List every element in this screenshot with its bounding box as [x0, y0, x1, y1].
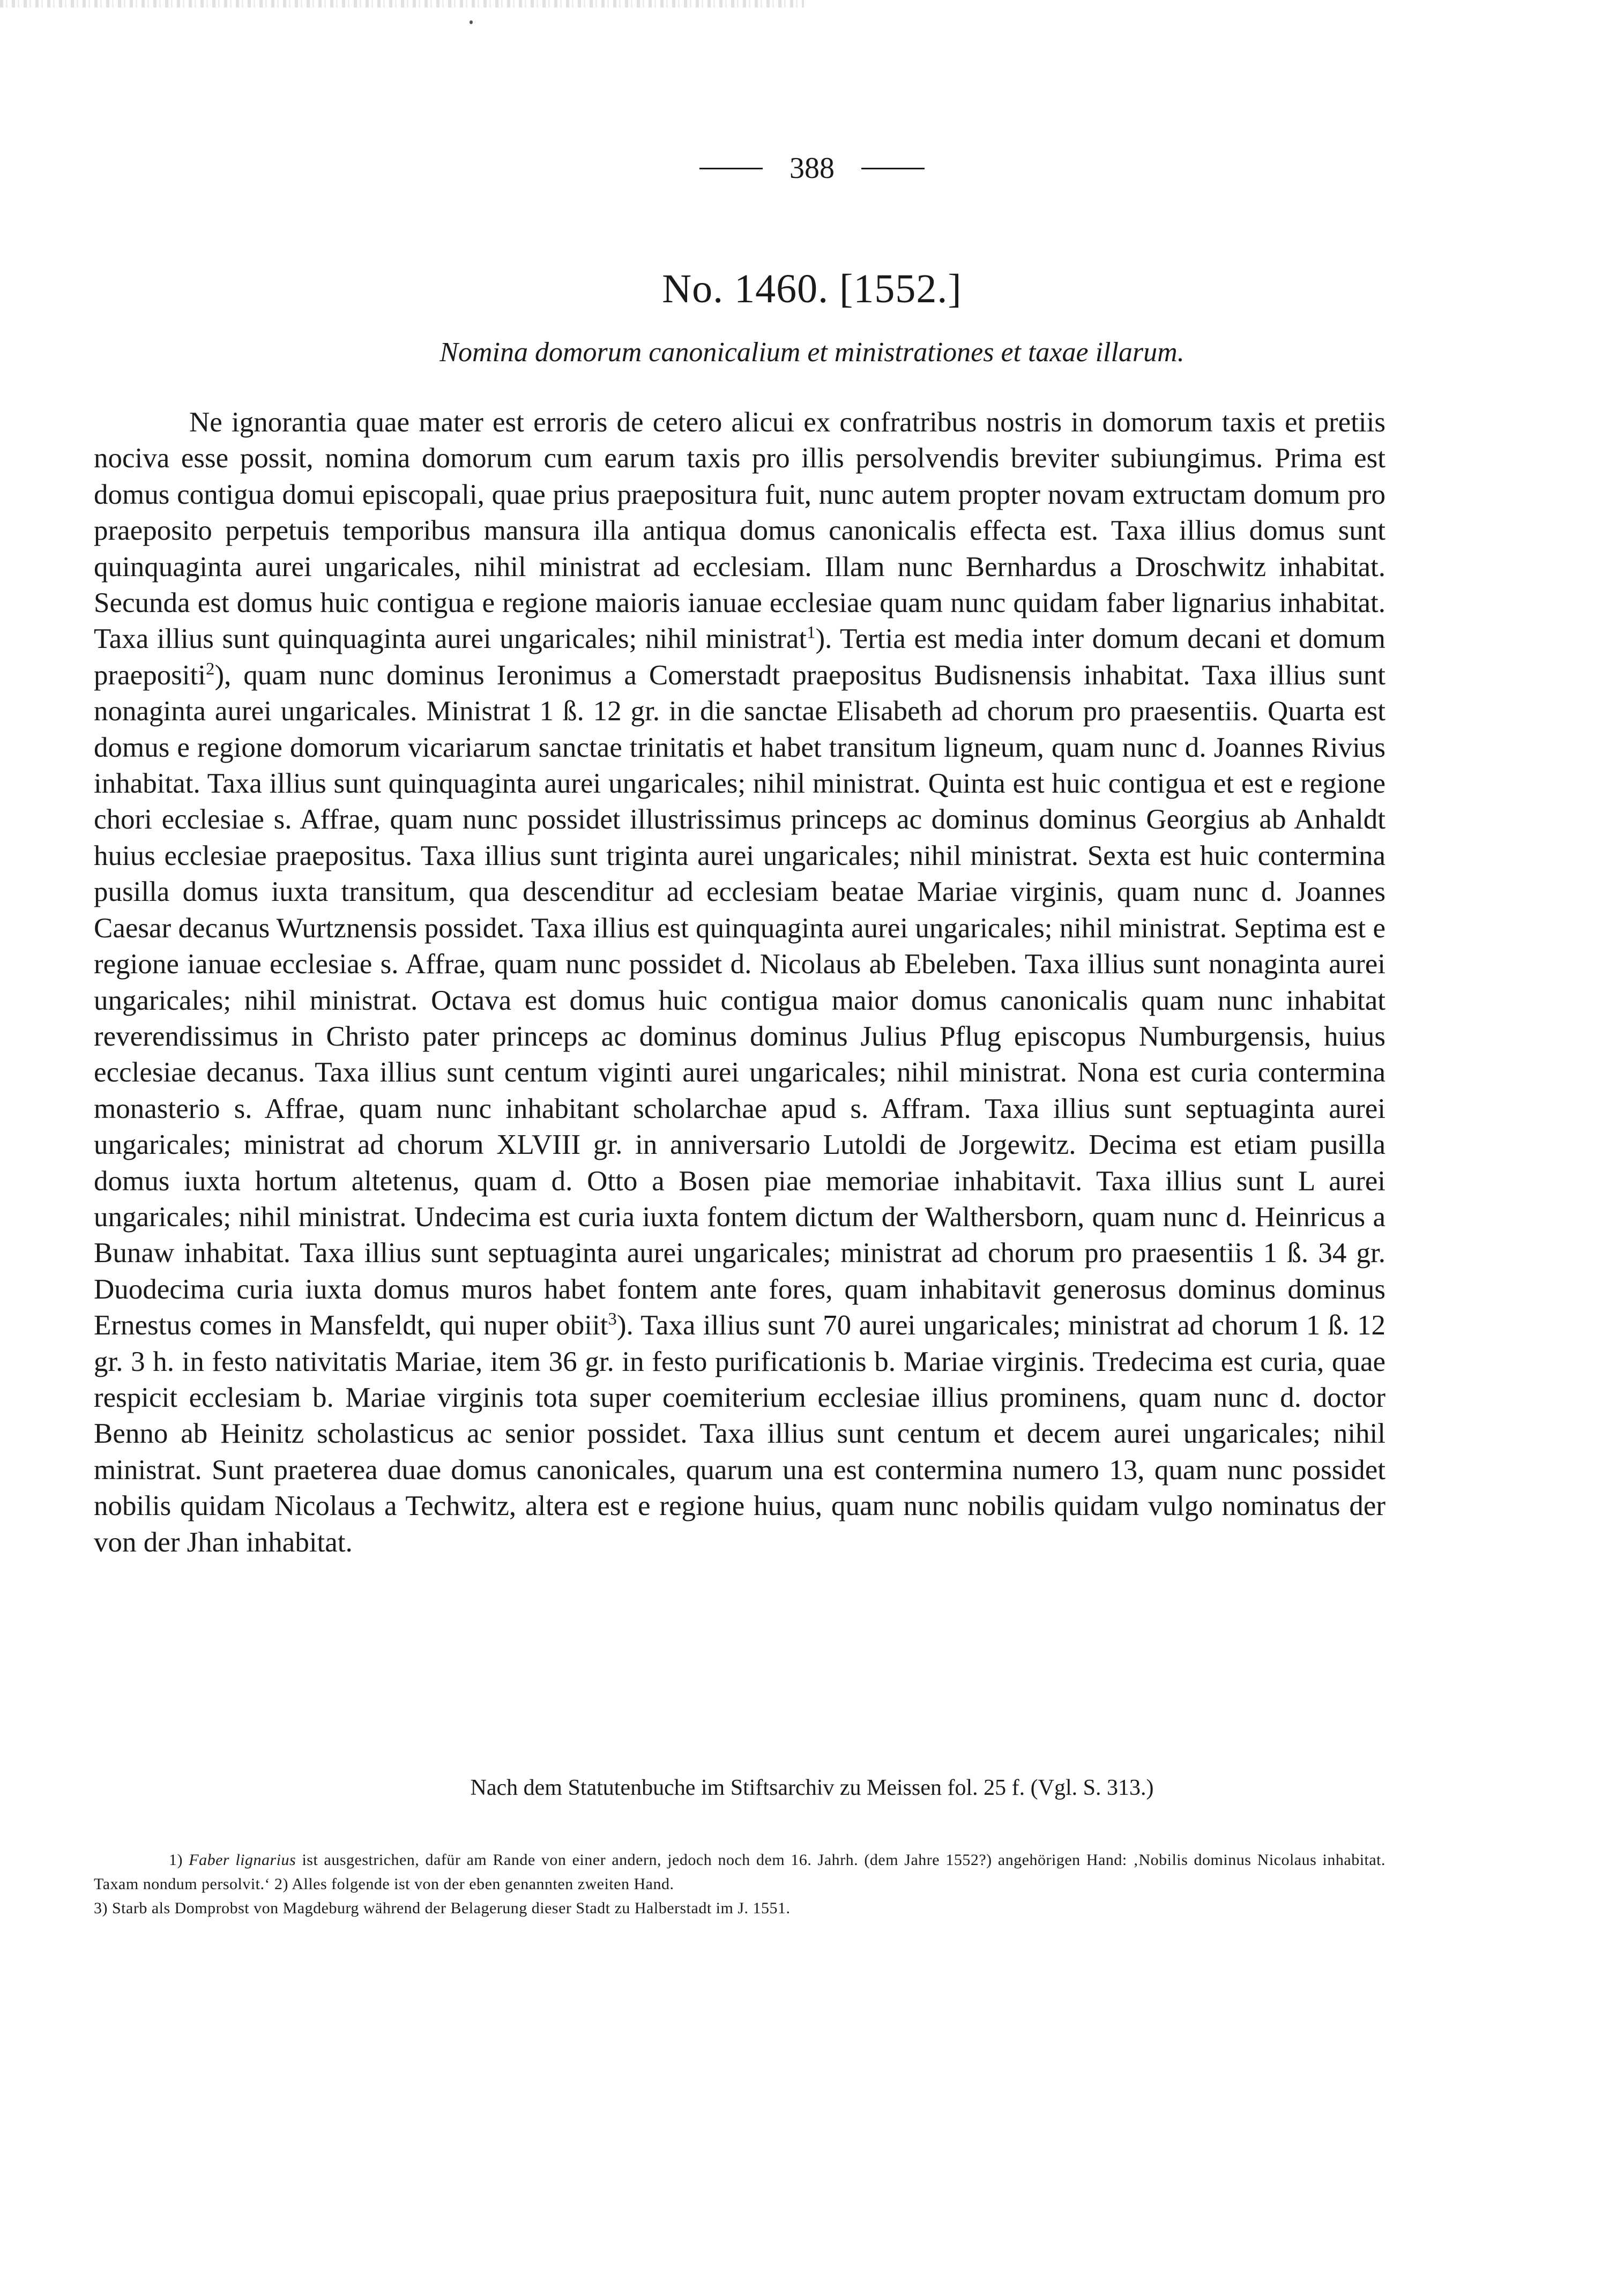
footnote-ref-3: 3: [608, 1309, 617, 1329]
document-title: No. 1460. [1552.]: [662, 266, 962, 311]
document-subtitle: Nomina domorum canonicalium et ministrationes et taxae illarum.: [439, 337, 1185, 368]
footnotes: [94, 1848, 1385, 1920]
footnote-1-number: 1): [169, 1851, 183, 1869]
footnote-1-italic: Faber lignarius: [189, 1851, 296, 1869]
scan-speck: [470, 20, 473, 24]
body-paragraph: [94, 405, 1385, 1561]
header-dash-left: [699, 168, 763, 169]
body-text-segment-2: ). Tertia est media inter domum decani et domum praepositi: [94, 623, 1385, 691]
footnote-2-text: 2) Alles folgende ist von der eben genannten zweiten Hand.: [270, 1875, 674, 1893]
footnote-ref-2: 2: [206, 659, 215, 679]
body-text-segment-3: ), quam nunc dominus Ieronimus a Comerstadt praepositus Budisnensis inhabitat. Taxa illius sunt nonaginta aurei ungaricales. Ministrat 1 ß. 12 gr. in die sanctae Elisabeth ad chorum pro praesentiis. Quarta est domus e regione domorum vicariarum sanctae trinitatis et habet transitum ligneum, quam nunc d. Joannes Rivius inhabitat. Taxa illius sunt quinquaginta aurei ungaricales; nihil ministrat. Quinta est huic contigua et est e regione chori ecclesiae s. Affrae, quam nunc possidet illustrissimus princeps ac dominus dominus Georgius ab Anhaldt huius ecclesiae praepositus. Taxa illius sunt triginta aurei ungaricales; nihil ministrat. Sexta est huic contermina pusilla domus iuxta transitum, qua descenditur ad ecclesiam beatae Mariae virginis, quam nunc d. Joannes Caesar decanus Wurtznensis possidet. Taxa illius est quinquaginta aurei ungaricales; nihil ministrat. Septima est e regione ianuae ecclesiae s. Affrae, quam nunc possidet d. Nicolaus ab Ebeleben. Taxa illius sunt nonaginta aurei ungaricales; nihil ministrat. Octava est domus huic contigua maior domus canonicalis quam nunc inhabitat reverendissimus in Christo pater princeps ac dominus dominus Julius Pflug episcopus Numburgensis, huius ecclesiae decanus. Taxa illius sunt centum viginti aurei ungaricales; nihil ministrat. Nona est curia contermina monasterio s. Affrae, quam nunc inhabitant scholarchae apud s. Affram. Taxa illius sunt septuaginta aurei ungaricales; ministrat ad chorum XLVIII gr. in anniversario Lutoldi de Jorgewitz. Decima est etiam pusilla domus iuxta hortum altetenus, quam d. Otto a Bosen piae memoriae inhabitavit. Taxa illius sunt L aurei ungaricales; nihil ministrat. Undecima est curia iuxta fontem dictum der Walthersborn, quam nunc d. Heinricus a Bunaw inhabitat. Taxa illius sunt septuaginta aurei ungaricales; ministrat ad chorum pro praesentiis 1 ß. 34 gr. Duodecima curia iuxta domus muros habet fontem ante fores, quam inhabitavit generosus dominus dominus Ernestus comes in Mansfeldt, qui nuper obiit: [94, 659, 1385, 1341]
footnote-1-text: ist ausgestrichen, dafür am Rande von einer andern, jedoch noch dem 16. Jahrh. (dem Jahre 1552?) angehörigen Hand: ‚Nobilis dominus Nicolaus inhabitat. Taxam nondum persolvit.‘: [94, 1851, 1386, 1893]
source-citation: Nach dem Statutenbuche im Stiftsarchiv zu Meissen fol. 25 f. (Vgl. S. 313.): [470, 1776, 1154, 1800]
footnote-3-text: 3) Starb als Domprobst von Magdeburg während der Belagerung dieser Stadt zu Halberstadt im J. 1551.: [94, 1899, 791, 1917]
body-text-segment-1: Ne ignorantia quae mater est erroris de cetero alicui ex confratribus nostris in domorum taxis et pretiis nociva esse possit, nomina domorum cum earum taxis pro illis persolvendis breviter subiungimus. Prima est domus contigua domui episcopali, quae prius praepositura fuit, nunc autem propter novam extructam domum pro praeposito perpetuis temporibus mansura illa antiqua domus canonicalis effecta est. Taxa illius domus sunt quinquaginta aurei ungaricales, nihil ministrat ad ecclesiam. Illam nunc Bernhardus a Droschwitz inhabitat. Secunda est domus huic contigua e regione maioris ianuae ecclesiae quam nunc quidam faber lignarius inhabitat. Taxa illius sunt quinquaginta aurei ungaricales; nihil ministrat: [94, 407, 1385, 655]
body-text-segment-4: ). Taxa illius sunt 70 aurei ungaricales; ministrat ad chorum 1 ß. 12 gr. 3 h. in festo nativitatis Mariae, item 36 gr. in festo purificationis b. Mariae virginis. Tredecima est curia, quae respicit ecclesiam b. Mariae virginis tota super coemiterium ecclesiae illius prominens, quam nunc d. doctor Benno ab Heinitz scholasticus ac senior possidet. Taxa illius sunt centum et decem aurei ungaricales; nihil ministrat. Sunt praeterea duae domus canonicales, quarum una est contermina numero 13, quam nunc possidet nobilis quidam Nicolaus a Techwitz, altera est e regione huius, quam nunc nobilis quidam vulgo nominatus der von der Jhan inhabitat.: [94, 1310, 1386, 1558]
header-dash-right: [861, 168, 925, 169]
scan-edge-artifact: [0, 0, 804, 8]
page-number: 388: [789, 152, 835, 185]
footnote-ref-1: 1: [807, 623, 816, 643]
page-header: [0, 151, 1624, 185]
